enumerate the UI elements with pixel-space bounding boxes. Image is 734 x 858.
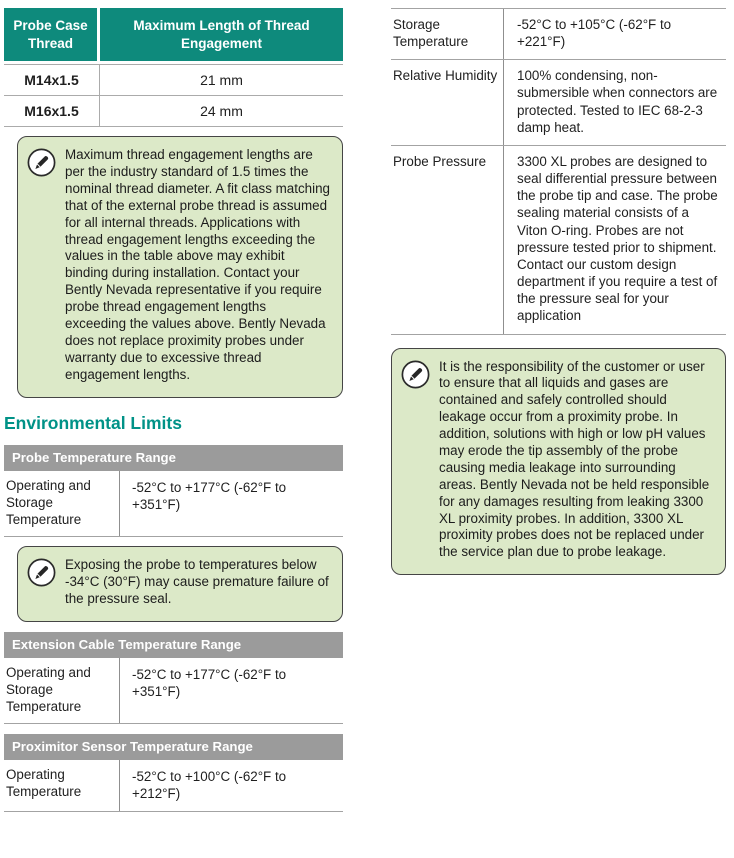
- spec-label: Operating and Storage Temperature: [6, 664, 91, 715]
- thread-table-header-max-length: Maximum Length of Thread Engagement: [100, 8, 343, 64]
- section-heading-environmental-limits: Environmental Limits: [4, 412, 182, 433]
- pencil-icon: [27, 147, 56, 182]
- right-column: [391, 8, 726, 858]
- spec-row-proximitor-sensor: [4, 760, 343, 812]
- length-cell: 24 mm: [100, 96, 343, 127]
- note-box-thread-engagement: [17, 136, 343, 397]
- pencil-icon: [27, 557, 56, 592]
- table-row: [4, 96, 343, 127]
- spec-row-relative-humidity: [391, 60, 726, 146]
- spec-row-extension-cable: [4, 658, 343, 724]
- spec-label: Operating and Storage Temperature: [6, 477, 91, 527]
- length-cell: 21 mm: [100, 64, 343, 96]
- spec-label: Operating Temperature: [6, 767, 82, 800]
- spec-row-storage-temperature: [391, 9, 726, 60]
- spec-value: -52°C to +177°C (-62°F to +351°F): [119, 658, 343, 723]
- spec-value: 100% condensing, non-submersible when connectors are protected. Tested to IEC 68-2-3 damp heat.: [503, 60, 726, 145]
- spec-row-probe-pressure: [391, 146, 726, 335]
- pencil-icon: [401, 359, 430, 394]
- note-text: Exposing the probe to temperatures below -34°C (30°F) may cause premature failure of the pressure seal.: [65, 557, 329, 606]
- thread-table-header-probe-case: Probe Case Thread: [4, 8, 100, 64]
- spec-value: -52°C to +105°C (-62°F to +221°F): [503, 9, 726, 59]
- bar-extension-cable-temperature-range: Extension Cable Temperature Range: [4, 632, 343, 658]
- spec-value: 3300 XL probes are designed to seal differential pressure between the probe tip and case. The probe sealing material consists of a Viton O-ring. Probes are not pressure tested prior to shipment. Contact our custom design department if you require a test of the pressure seal for your application: [503, 146, 726, 334]
- spec-value: -52°C to +100°C (-62°F to +212°F): [119, 760, 343, 811]
- spec-label: Relative Humidity: [393, 68, 498, 84]
- thread-table-header-row: [4, 8, 343, 64]
- bar-proximitor-sensor-temperature-range: Proximitor Sensor Temperature Range: [4, 734, 343, 760]
- thread-cell: M16x1.5: [4, 96, 100, 127]
- spec-value: -52°C to +177°C (-62°F to +351°F): [119, 471, 343, 536]
- bar-probe-temperature-range: Probe Temperature Range: [4, 445, 343, 471]
- note-text: Maximum thread engagement lengths are per the industry standard of 1.5 times the nominal thread diameter. A fit class matching that of the external probe thread is assumed for all internal threads. Applications with thread engagement lengths exceeding the values in the table above may exhibit binding during installation. Contact your Bently Nevada representative if you require probe thread engagement lengths exceeding the values above. Bently Nevada does not replace proximity probes under warranty due to excessive thread engagement lengths.: [65, 147, 330, 382]
- table-row: [4, 64, 343, 96]
- environmental-spec-table: [391, 8, 726, 335]
- thread-engagement-table: [4, 8, 343, 127]
- left-column: [4, 8, 343, 858]
- note-box-exposing: [17, 546, 343, 622]
- spec-label: Probe Pressure: [393, 153, 487, 169]
- spec-row-probe-temperature: [4, 471, 343, 537]
- note-box-responsibility: [391, 348, 726, 576]
- note-text: It is the responsibility of the customer or user to ensure that all liquids and gases are contained and safely controlled should leakage occur from a proximity probe. In addition, solutions with high or low pH values may erode the tip assembly of the probe causing media leakage into surrounding areas. Bently Nevada not be held responsible for any damages resulting from leaking 3300 XL proximity probes. In addition, 3300 XL proximity probes does not be replaced under the service plan due to probe leakage.: [439, 358, 710, 560]
- thread-cell: M14x1.5: [4, 64, 100, 96]
- spec-label: Storage Temperature: [393, 17, 469, 50]
